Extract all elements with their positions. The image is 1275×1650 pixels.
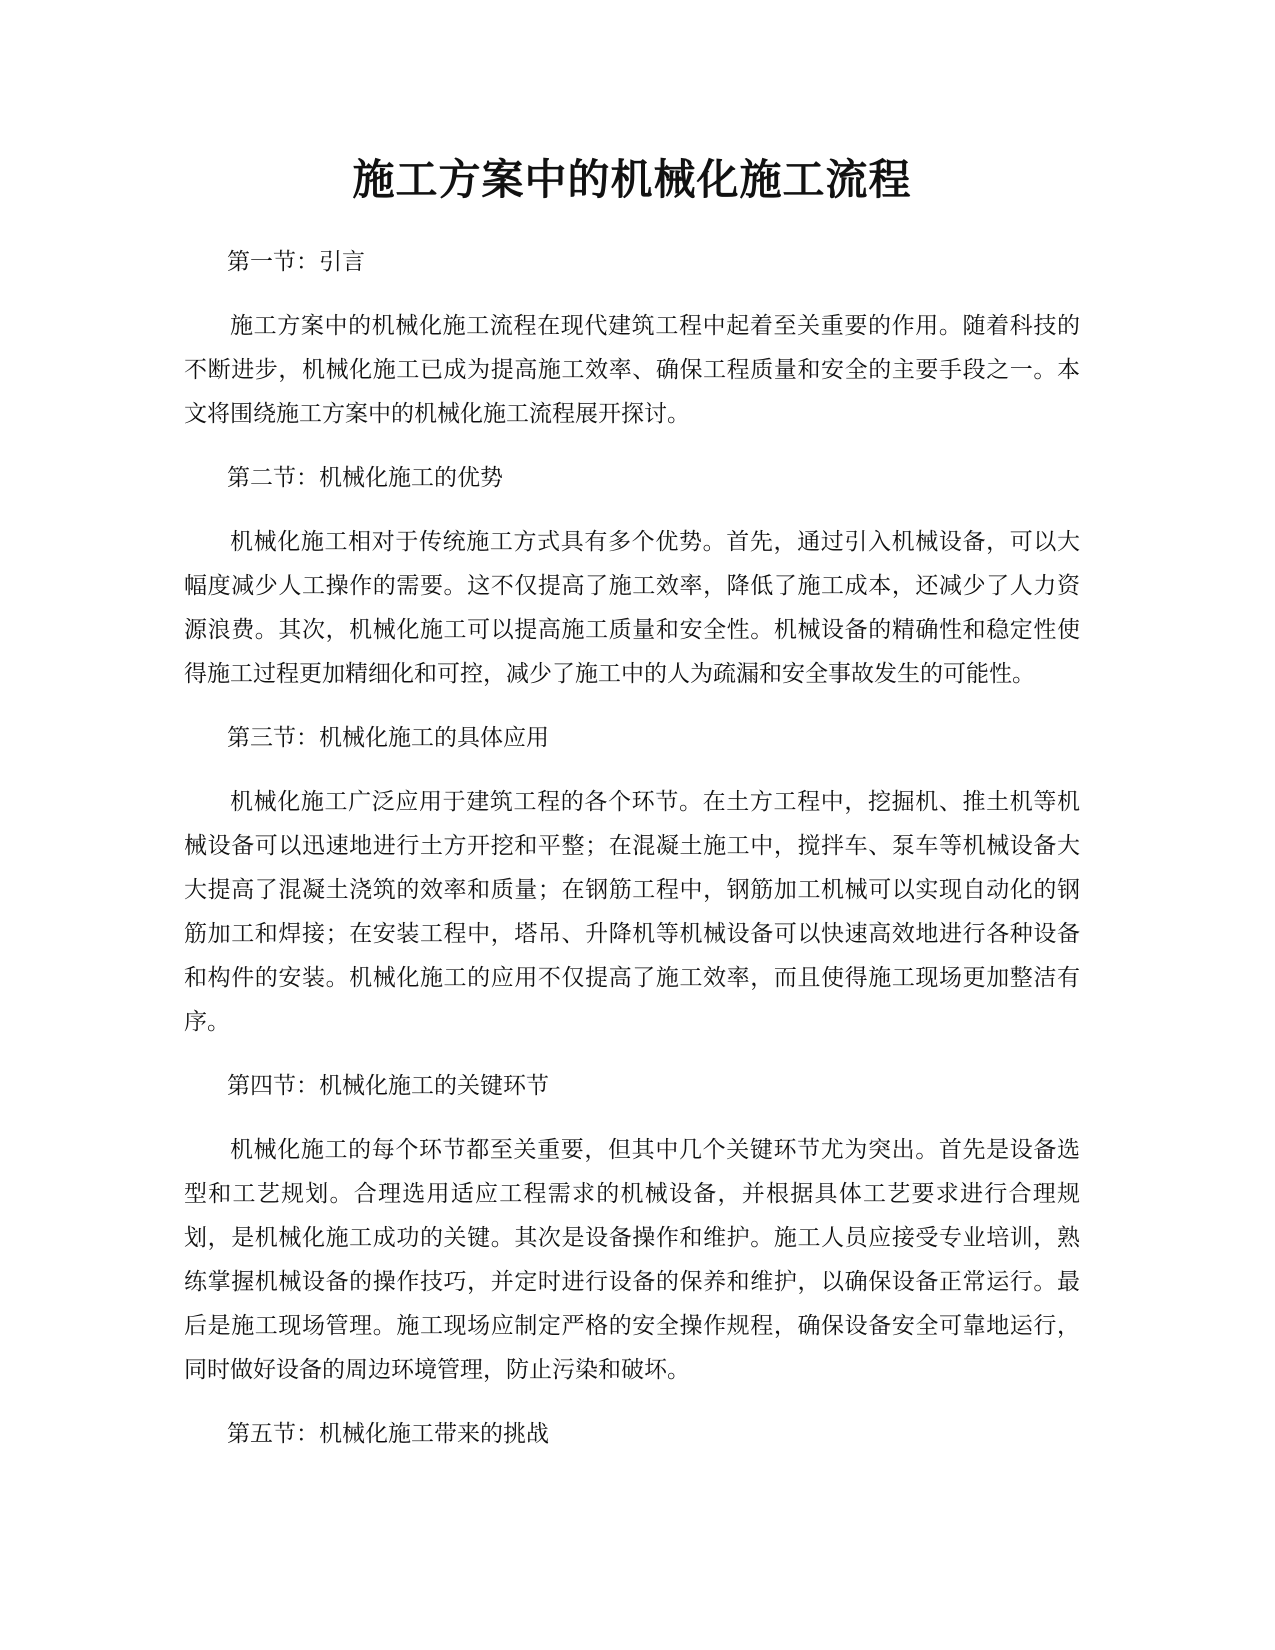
section-heading-1: 第一节：引言 bbox=[227, 249, 365, 275]
section-paragraph-2: 机械化施工相对于传统施工方式具有多个优势。首先，通过引入机械设备，可以大幅度减少人工操作的需要。这不仅提高了施工效率，降低了施工成本，还减少了人力资源浪费。其次，机械化施工可以提高施工质量和安全性。机械设备的精确性和稳定性使得施工过程更加精细化和可控，减少了施工中的人为疏漏和安全事故发生的可能性。 bbox=[184, 529, 1080, 687]
section-heading-3: 第三节：机械化施工的具体应用 bbox=[227, 725, 549, 751]
document-title: 施工方案中的机械化施工流程 bbox=[352, 155, 912, 204]
section-paragraph-4: 机械化施工的每个环节都至关重要，但其中几个关键环节尤为突出。首先是设备选型和工艺规划。合理选用适应工程需求的机械设备，并根据具体工艺要求进行合理规划，是机械化施工成功的关键。其次是设备操作和维护。施工人员应接受专业培训，熟练掌握机械设备的操作技巧，并定时进行设备的保养和维护，以确保设备正常运行。最后是施工现场管理。施工现场应制定严格的安全操作规程，确保设备安全可靠地运行，同时做好设备的周边环境管理，防止污染和破坏。 bbox=[184, 1137, 1080, 1383]
section-heading-4: 第四节：机械化施工的关键环节 bbox=[227, 1073, 549, 1099]
section-heading-5: 第五节：机械化施工带来的挑战 bbox=[227, 1421, 549, 1447]
section-paragraph-3: 机械化施工广泛应用于建筑工程的各个环节。在土方工程中，挖掘机、推土机等机械设备可以迅速地进行土方开挖和平整；在混凝土施工中，搅拌车、泵车等机械设备大大提高了混凝土浇筑的效率和质量；在钢筋工程中，钢筋加工机械可以实现自动化的钢筋加工和焊接；在安装工程中，塔吊、升降机等机械设备可以快速高效地进行各种设备和构件的安装。机械化施工的应用不仅提高了施工效率，而且使得施工现场更加整洁有序。 bbox=[184, 789, 1080, 1035]
section-paragraph-1: 施工方案中的机械化施工流程在现代建筑工程中起着至关重要的作用。随着科技的不断进步，机械化施工已成为提高施工效率、确保工程质量和安全的主要手段之一。本文将围绕施工方案中的机械化施工流程展开探讨。 bbox=[184, 313, 1080, 427]
document-body bbox=[184, 240, 1080, 1476]
section-heading-2: 第二节：机械化施工的优势 bbox=[227, 465, 503, 491]
